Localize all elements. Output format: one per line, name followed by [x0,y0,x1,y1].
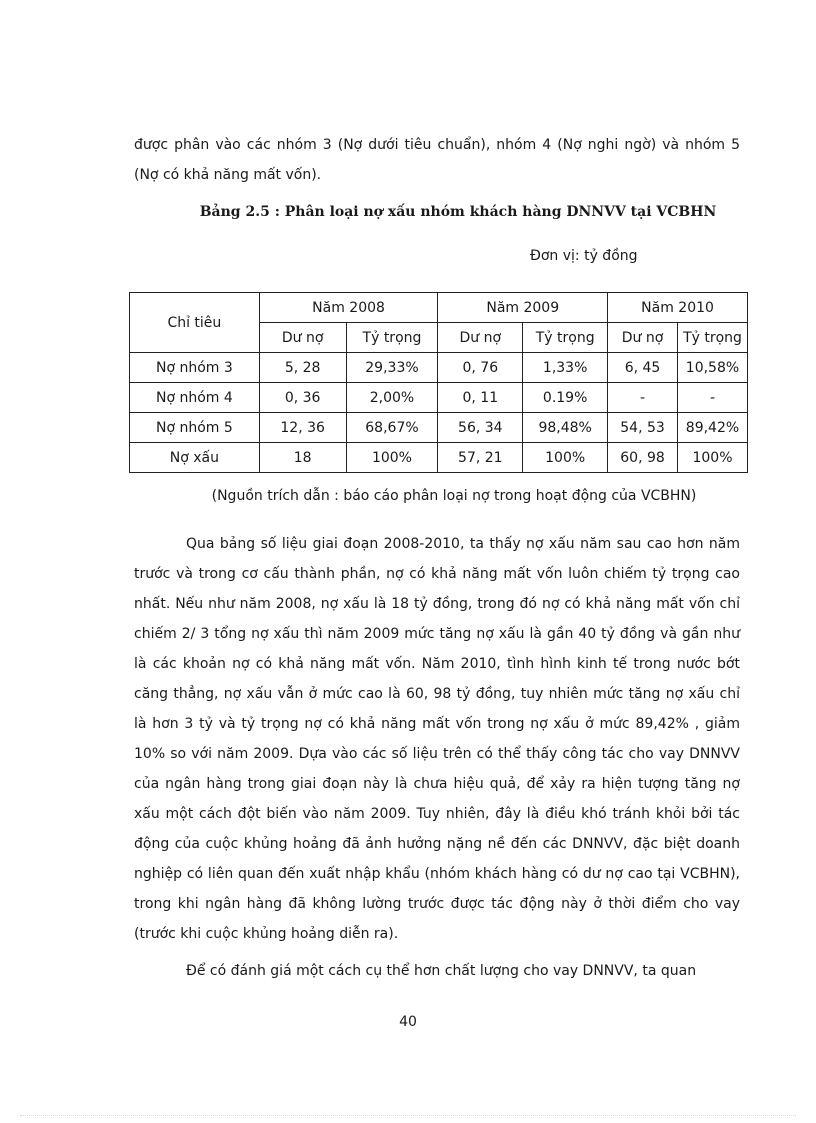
table-cell: 29,33% [346,353,438,383]
subheader-cell: Dư nợ [259,323,346,353]
table-cell: 0, 11 [438,383,523,413]
row-label: Nợ nhóm 3 [130,353,260,383]
row-label: Nợ nhóm 5 [130,413,260,443]
table-cell: 100% [346,443,438,473]
table-cell: 12, 36 [259,413,346,443]
intro-paragraph: được phân vào các nhóm 3 (Nợ dưới tiêu chuẩn), nhóm 4 (Nợ nghi ngờ) và nhóm 5 (Nợ có khả năng mất vốn). [134,137,740,183]
table-row [130,353,748,383]
subheader-cell: Tỷ trọng [677,323,747,353]
page-number: 40 [399,1014,417,1030]
table-cell: 6, 45 [608,353,678,383]
table-unit: Đơn vị: tỷ đồng [530,248,638,264]
table-cell: 60, 98 [608,443,678,473]
row-label: Nợ xấu [130,443,260,473]
row-header-cell: Chỉ tiêu [130,293,260,353]
table-cell: - [677,383,747,413]
table-cell: 0, 76 [438,353,523,383]
table-caption: Bảng 2.5 : Phân loại nợ xấu nhóm khách hàng DNNVV tại VCBHN [199,204,717,220]
table-cell: 0, 36 [259,383,346,413]
subheader-cell: Tỷ trọng [523,323,608,353]
table-cell: 10,58% [677,353,747,383]
subheader-cell: Dư nợ [438,323,523,353]
row-label: Nợ nhóm 4 [130,383,260,413]
table-source-note: (Nguồn trích dẫn : báo cáo phân loại nợ trong hoạt động của VCBHN) [211,488,697,504]
table-cell: 68,67% [346,413,438,443]
table-cell: 98,48% [523,413,608,443]
table-cell: 89,42% [677,413,747,443]
page-bottom-rule [20,1115,796,1116]
continuation-paragraph: Để có đánh giá một cách cụ thể hơn chất lượng cho vay DNNVV, ta quan [186,963,697,979]
year-header-2009: Năm 2009 [438,293,608,323]
table-row [130,383,748,413]
year-header-2010: Năm 2010 [608,293,748,323]
table-cell: 56, 34 [438,413,523,443]
table-header-row [130,293,748,323]
table-cell: - [608,383,678,413]
table-row [130,413,748,443]
table-row [130,443,748,473]
table-cell: 5, 28 [259,353,346,383]
table-cell: 18 [259,443,346,473]
analysis-paragraph: Qua bảng số liệu giai đoạn 2008-2010, ta thấy nợ xấu năm sau cao hơn năm trước và trong cơ cấu thành phần, nợ có khả năng mất vốn luôn chiếm tỷ trọng cao nhất. Nếu như năm 2008, nợ xấu là 18 tỷ đồng, trong đó nợ có khả năng mất vốn chỉ chiếm 2/ 3 tổng nợ xấu thì năm 2009 mức tăng nợ xấu là gần 40 tỷ đồng và gần như là các khoản nợ có khả năng mất vốn. Năm 2010, tình hình kinh tế trong nước bớt căng thẳng, nợ xấu vẫn ở mức cao là 60, 98 tỷ đồng, tuy nhiên mức tăng nợ xấu chỉ là hơn 3 tỷ và tỷ trọng nợ có khả năng mất vốn trong nợ xấu ở mức 89,42% , giảm 10% so với năm 2009. Dựa vào các số liệu trên có thể thấy công tác cho vay DNNVV của ngân hàng trong giai đoạn này là chưa hiệu quả, để xảy ra hiện tượng tăng nợ xấu một cách đột biến vào năm 2009. Tuy nhiên, đây là điều khó tránh khỏi bởi tác động của cuộc khủng hoảng đã ảnh hưởng nặng nề đến các DNNVV, đặc biệt doanh nghiệp có liên quan đến xuất nhập khẩu (nhóm khách hàng có dư nợ cao tại VCBHN), trong khi ngân hàng đã không lường trước được tác động này ở thời điểm cho vay (trước khi cuộc khủng hoảng diễn ra). [134,536,740,942]
table-cell: 100% [677,443,747,473]
table-cell: 0.19% [523,383,608,413]
bad-debt-table [129,292,748,473]
table-cell: 100% [523,443,608,473]
table-cell: 2,00% [346,383,438,413]
table-cell: 57, 21 [438,443,523,473]
year-header-2008: Năm 2008 [259,293,438,323]
table-cell: 1,33% [523,353,608,383]
subheader-cell: Tỷ trọng [346,323,438,353]
subheader-cell: Dư nợ [608,323,678,353]
table-cell: 54, 53 [608,413,678,443]
